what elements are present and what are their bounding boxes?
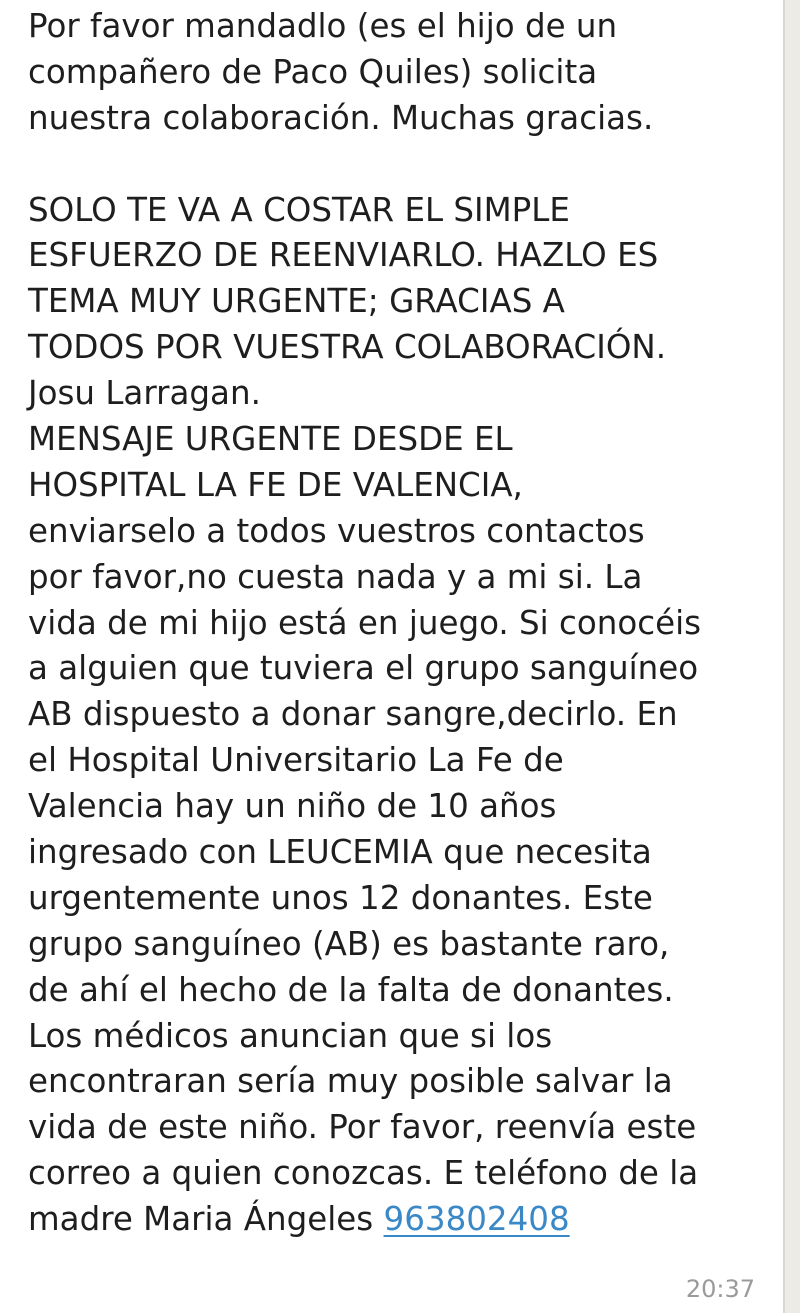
message-line: Por favor mandadlo (es el hijo de un bbox=[28, 7, 618, 45]
message-line: el Hospital Universitario La Fe de bbox=[28, 741, 564, 780]
message-line: MENSAJE URGENTE DESDE EL bbox=[28, 420, 513, 459]
message-line: urgentemente unos 12 donantes. Este bbox=[28, 878, 653, 917]
message-last-line bbox=[28, 1197, 778, 1243]
message-line: por favor,no cuesta nada y a mi si. La bbox=[28, 557, 643, 596]
paragraph-gap bbox=[28, 142, 778, 188]
message-line: a alguien que tuviera el grupo sanguíneo bbox=[28, 649, 699, 688]
message-line: grupo sanguíneo (AB) es bastante raro, bbox=[28, 924, 670, 963]
message-line: de ahí el hecho de la falta de donantes. bbox=[28, 970, 674, 1009]
message-line: TODOS POR VUESTRA COLABORACIÓN. bbox=[28, 328, 667, 367]
message-line: vida de mi hijo está en juego. Si conocéis bbox=[28, 603, 702, 642]
message-line: vida de este niño. Por favor, reenvía este bbox=[28, 1108, 697, 1147]
message-timestamp: 20:37 bbox=[685, 1275, 755, 1303]
message-line: Josu Larragan. bbox=[28, 374, 261, 413]
message-line: TEMA MUY URGENTE; GRACIAS A bbox=[28, 282, 565, 321]
message-text bbox=[28, 4, 778, 1243]
phone-number-link[interactable]: 963802408 bbox=[383, 1200, 570, 1239]
message-line: correo a quien conozcas. E teléfono de la bbox=[28, 1154, 699, 1193]
message-line: compañero de Paco Quiles) solicita bbox=[28, 52, 598, 91]
message-line: AB dispuesto a donar sangre,decirlo. En bbox=[28, 695, 678, 734]
message-line: Valencia hay un niño de 10 años bbox=[28, 787, 557, 826]
message-line: HOSPITAL LA FE DE VALENCIA, bbox=[28, 465, 523, 504]
message-line-prefix: madre Maria Ángeles bbox=[28, 1200, 384, 1239]
message-line: nuestra colaboración. Muchas gracias. bbox=[28, 98, 654, 137]
message-line: Los médicos anuncian que si los bbox=[28, 1016, 553, 1055]
message-line: encontraran sería muy posible salvar la bbox=[28, 1062, 673, 1101]
message-line: ingresado con LEUCEMIA que necesita bbox=[28, 833, 652, 872]
message-line: SOLO TE VA A COSTAR EL SIMPLE bbox=[28, 190, 570, 229]
message-line: ESFUERZO DE REENVIARLO. HAZLO ES bbox=[28, 236, 659, 275]
message-line: enviarselo a todos vuestros contactos bbox=[28, 511, 645, 550]
